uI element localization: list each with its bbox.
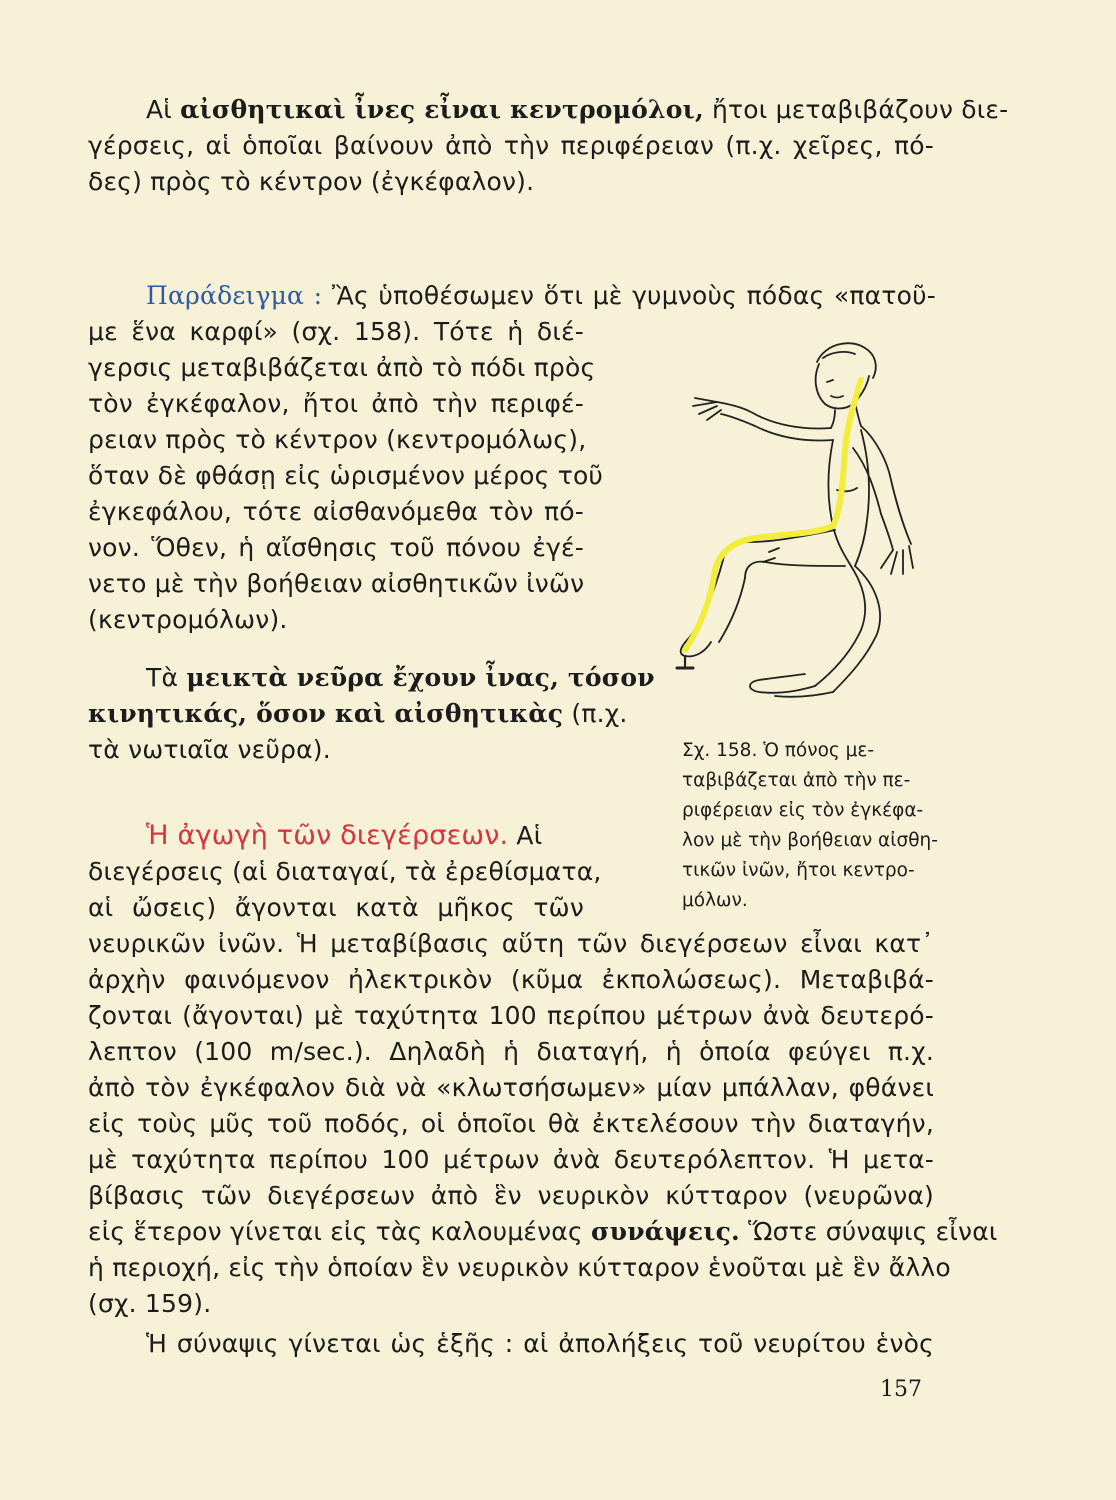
example-line-3: γερσις μεταβιβάζεται ἀπὸ τὸ πόδι πρὸς — [88, 353, 596, 382]
caption-line-2: ταβιβάζεται ἀπὸ τὴν πε- — [682, 770, 911, 791]
conduction-line-4: νευρικῶν ἰνῶν. Ἡ μεταβίβασις αὕτη τῶν διεγέρσεων εἶναι κατ᾽ — [88, 929, 934, 958]
example-line-9: νετο μὲ τὴν βοήθειαν αἰσθητικῶν ἰνῶν — [88, 569, 585, 598]
example-line-2: με ἕνα καρφί» (σχ. 158). Τότε ἡ διέ- — [88, 317, 584, 346]
conduction-heading: Ἡ ἀγωγὴ τῶν διεγέρσεων. — [146, 820, 509, 851]
para1-line-2: γέρσεις, αἱ ὁποῖαι βαίνουν ἀπὸ τὴν περιφέρειαν (π.χ. χεῖρες, πό- — [88, 131, 934, 160]
caption-line-3: ριφέρειαν εἰς τὸν ἐγκέφα- — [682, 800, 924, 821]
synapse-lead: εἰς ἕτερον γίνεται εἰς τὰς καλουμένας — [88, 1217, 592, 1246]
example-line-10: (κεντρομόλων). — [88, 605, 288, 634]
example-text: Ἂς ὑποθέσωμεν ὅτι μὲ γυμνοὺς πόδας «πατοῦ- — [322, 281, 936, 310]
para1-rest: ἤτοι μεταβιβάζουν διε- — [703, 95, 1009, 124]
example-line-1 — [146, 278, 936, 314]
caption-line-1: Σχ. 158. Ὁ πόνος με- — [682, 740, 875, 761]
conduction-line-10: μὲ ταχύτητα περίπου 100 μέτρων ἀνὰ δευτερόλεπτον. Ἡ μετα- — [88, 1145, 934, 1174]
example-line-5: ρειαν πρὸς τὸ κέντρον (κεντρομόλως), — [88, 425, 587, 454]
synapse-line-1: Ἡ σύναψις γίνεται ὡς ἑξῆς : αἱ ἀπολήξεις τοῦ νευρίτου ἑνὸς — [146, 1329, 934, 1358]
example-label: Παράδειγμα : — [146, 281, 323, 310]
para1-line-3: δες) πρὸς τὸ κέντρον (ἐγκέφαλον). — [88, 167, 535, 196]
page-number: 157 — [880, 1377, 922, 1402]
mixed-line-1 — [146, 660, 655, 696]
para1-line-1 — [146, 92, 1009, 128]
conduction-line-2: διεγέρσεις (αἱ διαταγαί, τὰ ἐρεθίσματα, — [88, 857, 602, 886]
conduction-line-1 — [146, 818, 584, 854]
conduction-line-3: αἱ ὤσεις) ἄγονται κατὰ μῆκος τῶν — [88, 893, 584, 922]
conduction-line-7: λεπτον (100 m/sec.). Δηλαδὴ ἡ διαταγή, ἡ ὁποία φεύγει π.χ. — [88, 1037, 934, 1066]
synapse-rest: Ὥστε σύναψις εἶναι — [739, 1217, 998, 1246]
conduction-line-9: εἰς τοὺς μῦς τοῦ ποδός, οἱ ὁποῖοι θὰ ἐκτελέσουν τὴν διαταγήν, — [88, 1109, 934, 1138]
conduction-line-11: βίβασις τῶν διεγέρσεων ἀπὸ ἓν νευρικὸν κύτταρον (νευρῶνα) — [88, 1181, 934, 1210]
example-line-7: ἐγκεφάλου, τότε αἰσθανόμεθα τὸν πό- — [88, 497, 584, 526]
conduction-line-12 — [88, 1214, 998, 1250]
mixed-line-3: τὰ νωτιαῖα νεῦρα). — [88, 735, 331, 764]
conduction-line-13: ἡ περιοχή, εἰς τὴν ὁποίαν ἓν νευρικὸν κύτταρον ἑνοῦται μὲ ἓν ἄλλο — [88, 1253, 951, 1282]
conduction-line-8: ἀπὸ τὸν ἐγκέφαλον διὰ νὰ «κλωτσήσωμεν» μίαν μπάλλαν, φθάνει — [88, 1073, 934, 1102]
conduction-line-14: (σχ. 159). — [88, 1289, 212, 1318]
mixed-bold-term: μεικτὰ νεῦρα ἔχουν ἶνας, τόσον — [186, 663, 655, 692]
para1-bold-term: αἰσθητικαὶ ἶνες εἶναι κεντρομόλοι, — [180, 95, 704, 124]
para1-lead: Αἱ — [146, 95, 181, 124]
conduction-line-6: ζονται (ἄγονται) μὲ ταχύτητα 100 περίπου μέτρων ἀνὰ δευτερό- — [88, 1001, 934, 1030]
conduction-line-5: ἀρχὴν φαινόμενον ἠλεκτρικὸν (κῦμα ἐκπολώσεως). Μεταβιβά- — [88, 965, 934, 994]
example-line-6: ὅταν δὲ φθάσῃ εἰς ὡρισμένον μέρος τοῦ — [88, 461, 604, 490]
mixed-bold-term-2: κινητικάς, ὅσον καὶ αἰσθητικὰς — [88, 699, 564, 728]
mixed-lead: Τὰ — [146, 663, 187, 692]
caption-line-6: μόλων. — [682, 890, 748, 911]
synapse-bold-term: συνάψεις. — [591, 1217, 740, 1246]
mixed-line-2 — [88, 696, 628, 732]
example-line-8: νον. Ὅθεν, ἡ αἴσθησις τοῦ πόνου ἐγέ- — [88, 533, 584, 562]
conduction-lead: Αἱ — [508, 821, 543, 850]
figure-158-pain-illustration — [655, 330, 945, 715]
caption-line-5: τικῶν ἰνῶν, ἤτοι κεντρο- — [682, 860, 915, 881]
mixed-paren: (π.χ. — [563, 699, 628, 728]
example-line-4: τὸν ἐγκέφαλον, ἤτοι ἀπὸ τὴν περιφέ- — [88, 389, 584, 418]
caption-line-4: λον μὲ τὴν βοήθειαν αἰσθη- — [682, 830, 938, 851]
